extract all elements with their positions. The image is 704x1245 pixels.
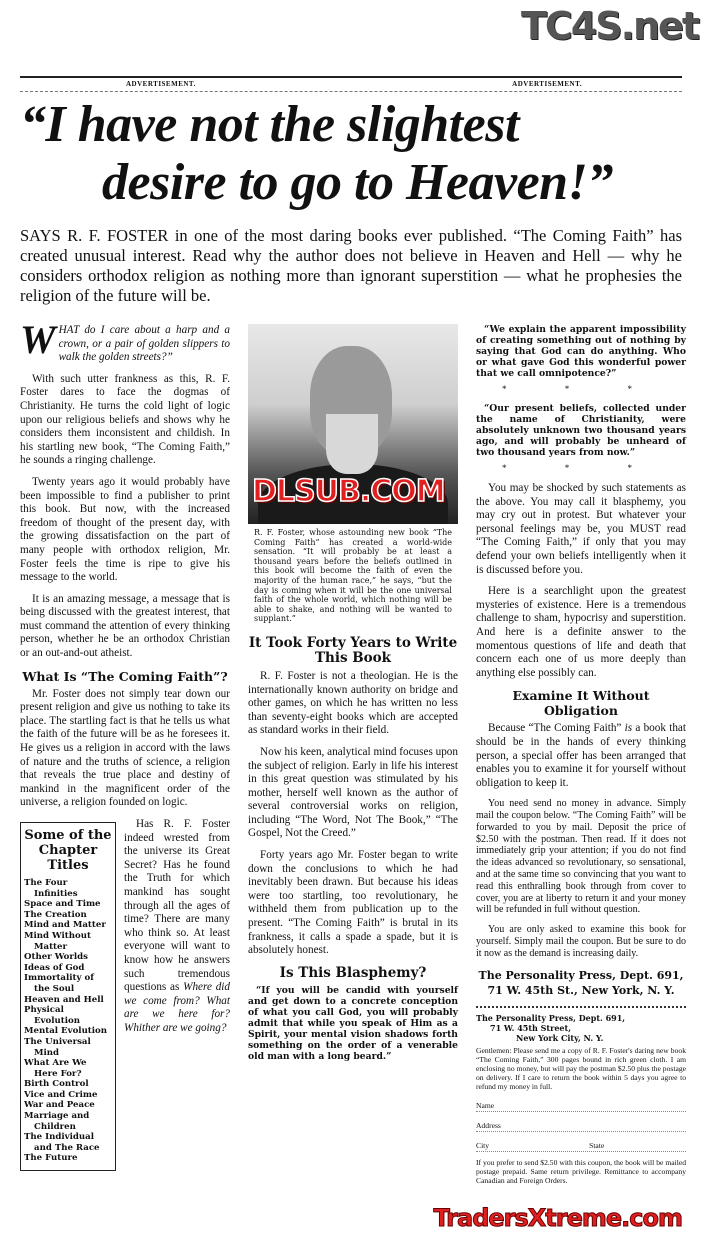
chapter-title: Ideas of God [24,962,85,973]
paragraph-text: Has R. F. Foster indeed wrested from the universe its Great Secret? Has he found the Truth for which mankind has sought through all the ages of time? There are many who think so. At least everyone will want to know how he answers such tremendous questions as [124,818,230,994]
paragraph: You may be shocked by such statements as the above. You may call it blasphemy, you may cry out in protest. But whatever your personal feelings may be, you MUST read “The Coming Faith,” if only that you may defend your own beliefs intelligently when it is discussed before you. [476,482,686,576]
chapter-title: Space and Time [24,899,101,910]
city-state-field[interactable] [476,1140,686,1152]
drop-cap: W [20,317,56,362]
dlsub-watermark-logo: DLSUB.COM [252,474,445,509]
section-heading: It Took Forty Years to Write This Book [248,634,458,666]
chapter-titles-heading: Some of the Chapter Titles [24,828,112,873]
chapter-title: What Are We Here For? [24,1058,87,1079]
chapter-title: Heaven and Hell [24,994,104,1005]
order-coupon [476,1006,686,1186]
headline [20,96,682,212]
chapter-title: Birth Control [24,1079,89,1090]
chapter-title: Immortality of the Soul [24,973,94,994]
coupon-address-line: 71 W. 45th Street, [490,1022,572,1033]
headline-line-1: “I have not the slightest [20,96,519,153]
portrait-beard [326,414,378,474]
advertisement-label-right: ADVERTISEMENT. [512,80,582,88]
chapter-title: War and Peace [24,1100,95,1111]
tc4s-watermark-logo: TC4S.net [520,4,698,48]
paragraph [476,722,686,790]
paragraph: With such utter frankness as this, R. F. Foster dares to face the dogmas of Christianity. He turns the cold light of logic upon our religious beliefs and shows why he considers them inconsistent and childish. In his startling new book, “The Coming Faith,” he sounds a ringing challenge. [20,372,230,467]
italic-questions: Where did we come from? What are we here for? Whither are we going? [124,981,230,1034]
advertisement-labels [20,78,682,92]
right-column [476,324,686,1193]
intro [20,317,230,365]
paragraph: You are only asked to examine this book for yourself. Simply mail the coupon. But be sure to do it now as the demand is increasing daily. [476,924,686,959]
headline-line-2: desire to go to Heaven!” [102,154,613,211]
chapter-title: The Creation [24,909,87,920]
paragraph: Here is a searchlight upon the greatest mysteries of existence. Here is a tremendous challenge to sham, hypocrisy and superstition. And here is a definite answer to the momentous questions of life and death that concern each one of us more deeply than anything else possibly can. [476,585,686,679]
state-label: State [589,1140,605,1150]
tradersxtreme-watermark-logo: TradersXtreme.com [433,1204,682,1233]
middle-column [248,324,458,1062]
address-line: 71 W. 45th St., New York, N. Y. [487,983,675,997]
section-heading: What Is “The Coming Faith”? [22,668,228,684]
chapter-title: Mind and Matter [24,920,106,931]
address-label: Address [476,1120,501,1130]
photo-caption: R. F. Foster, whose astounding new book “The Coming Faith” has created a world-wide sensation. “It will probably be at least a thousand years before the beliefs outlined in this book will become the faith of even the majority of the human race,” he says, “but the day is coming when it will be the one universal faith of the whole world, which nothing will be able to shake, and nothing will be wanted to supplant.” [254,528,452,624]
chapter-titles-box [20,822,116,1171]
quote: “Our present beliefs, collected under the name of Christianity, were absolutely unknown two thousand years ago, and will probably be unheard of two thousand years from now.” [476,403,686,458]
chapter-title: The Universal Mind [24,1036,91,1058]
separator-stars: * * * [502,463,660,473]
paragraph: Now his keen, analytical mind focuses upon the subject of religion. Early in life his interest in this great question was stimulated by his mother, herself well known as the author of several controversial works on religion, including “The Word, Not The Book,” “The Gospel, Not the Creed.” [248,745,458,840]
article-columns [20,317,686,1193]
name-label: Name [476,1100,495,1110]
paragraph-text: Because “The Coming Faith” [488,722,625,735]
paragraph: Mr. Foster does not simply tear down our present religion and give us nothing to take its place. The startling fact is that he tells us what the faith of the future will be as he foresees it. He gives us a religion in accord with the laws of nature and the truths of science, a religion that reveals the true place and destiny of mankind in the magnificent order of the universe, a religion founded on logic. [20,687,230,809]
footer [20,1203,682,1233]
intro-quote: HAT do I care about a harp and a crown, or a pair of golden slippers to walk the golden streets?” [58,324,230,364]
section-heading: Examine It Without Obligation [512,688,650,719]
coupon-address-line: The Personality Press, Dept. 691, [476,1012,626,1023]
lead-paragraph: SAYS R. F. FOSTER in one of the most daring books ever published. “The Coming Faith” has created unusual interest. Read why the author does not believe in Heaven and Hell — why he considers orthodox religion as nothing more than ignorant superstition — what he prophesies the religion of the future will be. [20,226,682,305]
paragraph: It is an amazing message, a message that is being discussed with the greatest interest, that must command the attention of every thinking person, whether he be an orthodox Christian or an out-and-out atheist. [20,592,230,660]
chapter-title: The Individual and The Race [24,1132,100,1153]
address-line: The Personality Press, Dept. 691, [478,968,684,982]
chapter-title: Mind Without Matter [24,930,91,952]
paragraph-text: a book that should be in the hands of every thinking person, a special offer has been arranged that enables you to examine it for yourself without obligation to keep it. [476,722,686,789]
author-portrait-photo [248,324,458,524]
chapter-title: Mental Evolution [24,1026,108,1037]
coupon-address-line: New York City, N. Y. [516,1032,604,1043]
blasphemy-quote: “If you will be candid with yourself and get down to a concrete conception of what you call God, you will probably admit that while you speak of Him as a Spirit, your mental vision shadows forth something on the order of a venerable old man with a long beard.” [248,984,458,1062]
name-field[interactable] [476,1100,686,1112]
paragraph: You need send no money in advance. Simply mail the coupon below. “The Coming Faith” will be forwarded to you by mail. Deposit the price of $2.50 with the postman. Then read. If it does not immediately grip your attention; if you do not find the ideas advanced so revolutionary, so sensational, and at the same time so convincing that you want to read this enthralling book through from cover to cover, you are at liberty to return it and your money will be refunded in full without question. [476,798,686,916]
chapter-title: Physical Evolution [24,1005,81,1026]
chapter-title: Other Worlds [24,952,89,963]
paragraph: Twenty years ago it would probably have been impossible to find a publisher to print this book. But now, with the increased freedom of thought of the present day, with the growing dissatisfaction on the part of many people with orthodox religion, Mr. Foster feels the time is ripe to give his message to the world. [20,475,230,584]
chapter-title: The Four Infinities [24,878,78,899]
coupon-body: Gentlemen: Please send me a copy of R. F. Foster's daring new book “The Coming Faith,” 300 pages bound in rich green cloth. I am enclosing no money, but will pay the postman $2.50 plus the postage on delivery. If I care to return the book within 5 days you agree to refund my money in full. [476,1045,686,1092]
top-bar [20,0,698,76]
chapter-title: Vice and Crime [24,1089,98,1100]
advertisement-label-left: ADVERTISEMENT. [126,80,196,88]
chapter-list [24,878,112,1164]
separator-stars: * * * [502,384,660,394]
publisher-address [476,968,686,998]
emphasis: is [624,722,633,735]
chapter-title: The Future [24,1153,78,1164]
paragraph: Forty years ago Mr. Foster began to write down the conclusions to which he had inevitably been drawn. But because his ideas were too startling, too revolutionary, he withheld them from publication up to the present. “The Coming Faith” is brutal in its frankness, it calls a spade a spade, but it is absolutely honest. [248,849,458,957]
city-label: City [476,1140,490,1150]
chapter-title: Marriage and Children [24,1111,90,1132]
section-heading: Is This Blasphemy? [279,964,427,981]
quote: “We explain the apparent impossibility of creating something out of nothing by saying that God can do anything. Who or what gave God this wonderful power that we call omnipotence?” [476,324,686,379]
left-column [20,317,230,1175]
coupon-footer: If you prefer to send $2.50 with this coupon, the book will be mailed postage prepaid. Same return privilege. Remittance to accompany Canadian and Foreign Orders. [476,1157,686,1186]
address-field[interactable] [476,1120,686,1132]
paragraph: R. F. Foster is not a theologian. He is the internationally known authority on bridge and other games, on which he has written no less than seventy-eight books which are accepted as standard works in their field. [248,669,458,737]
